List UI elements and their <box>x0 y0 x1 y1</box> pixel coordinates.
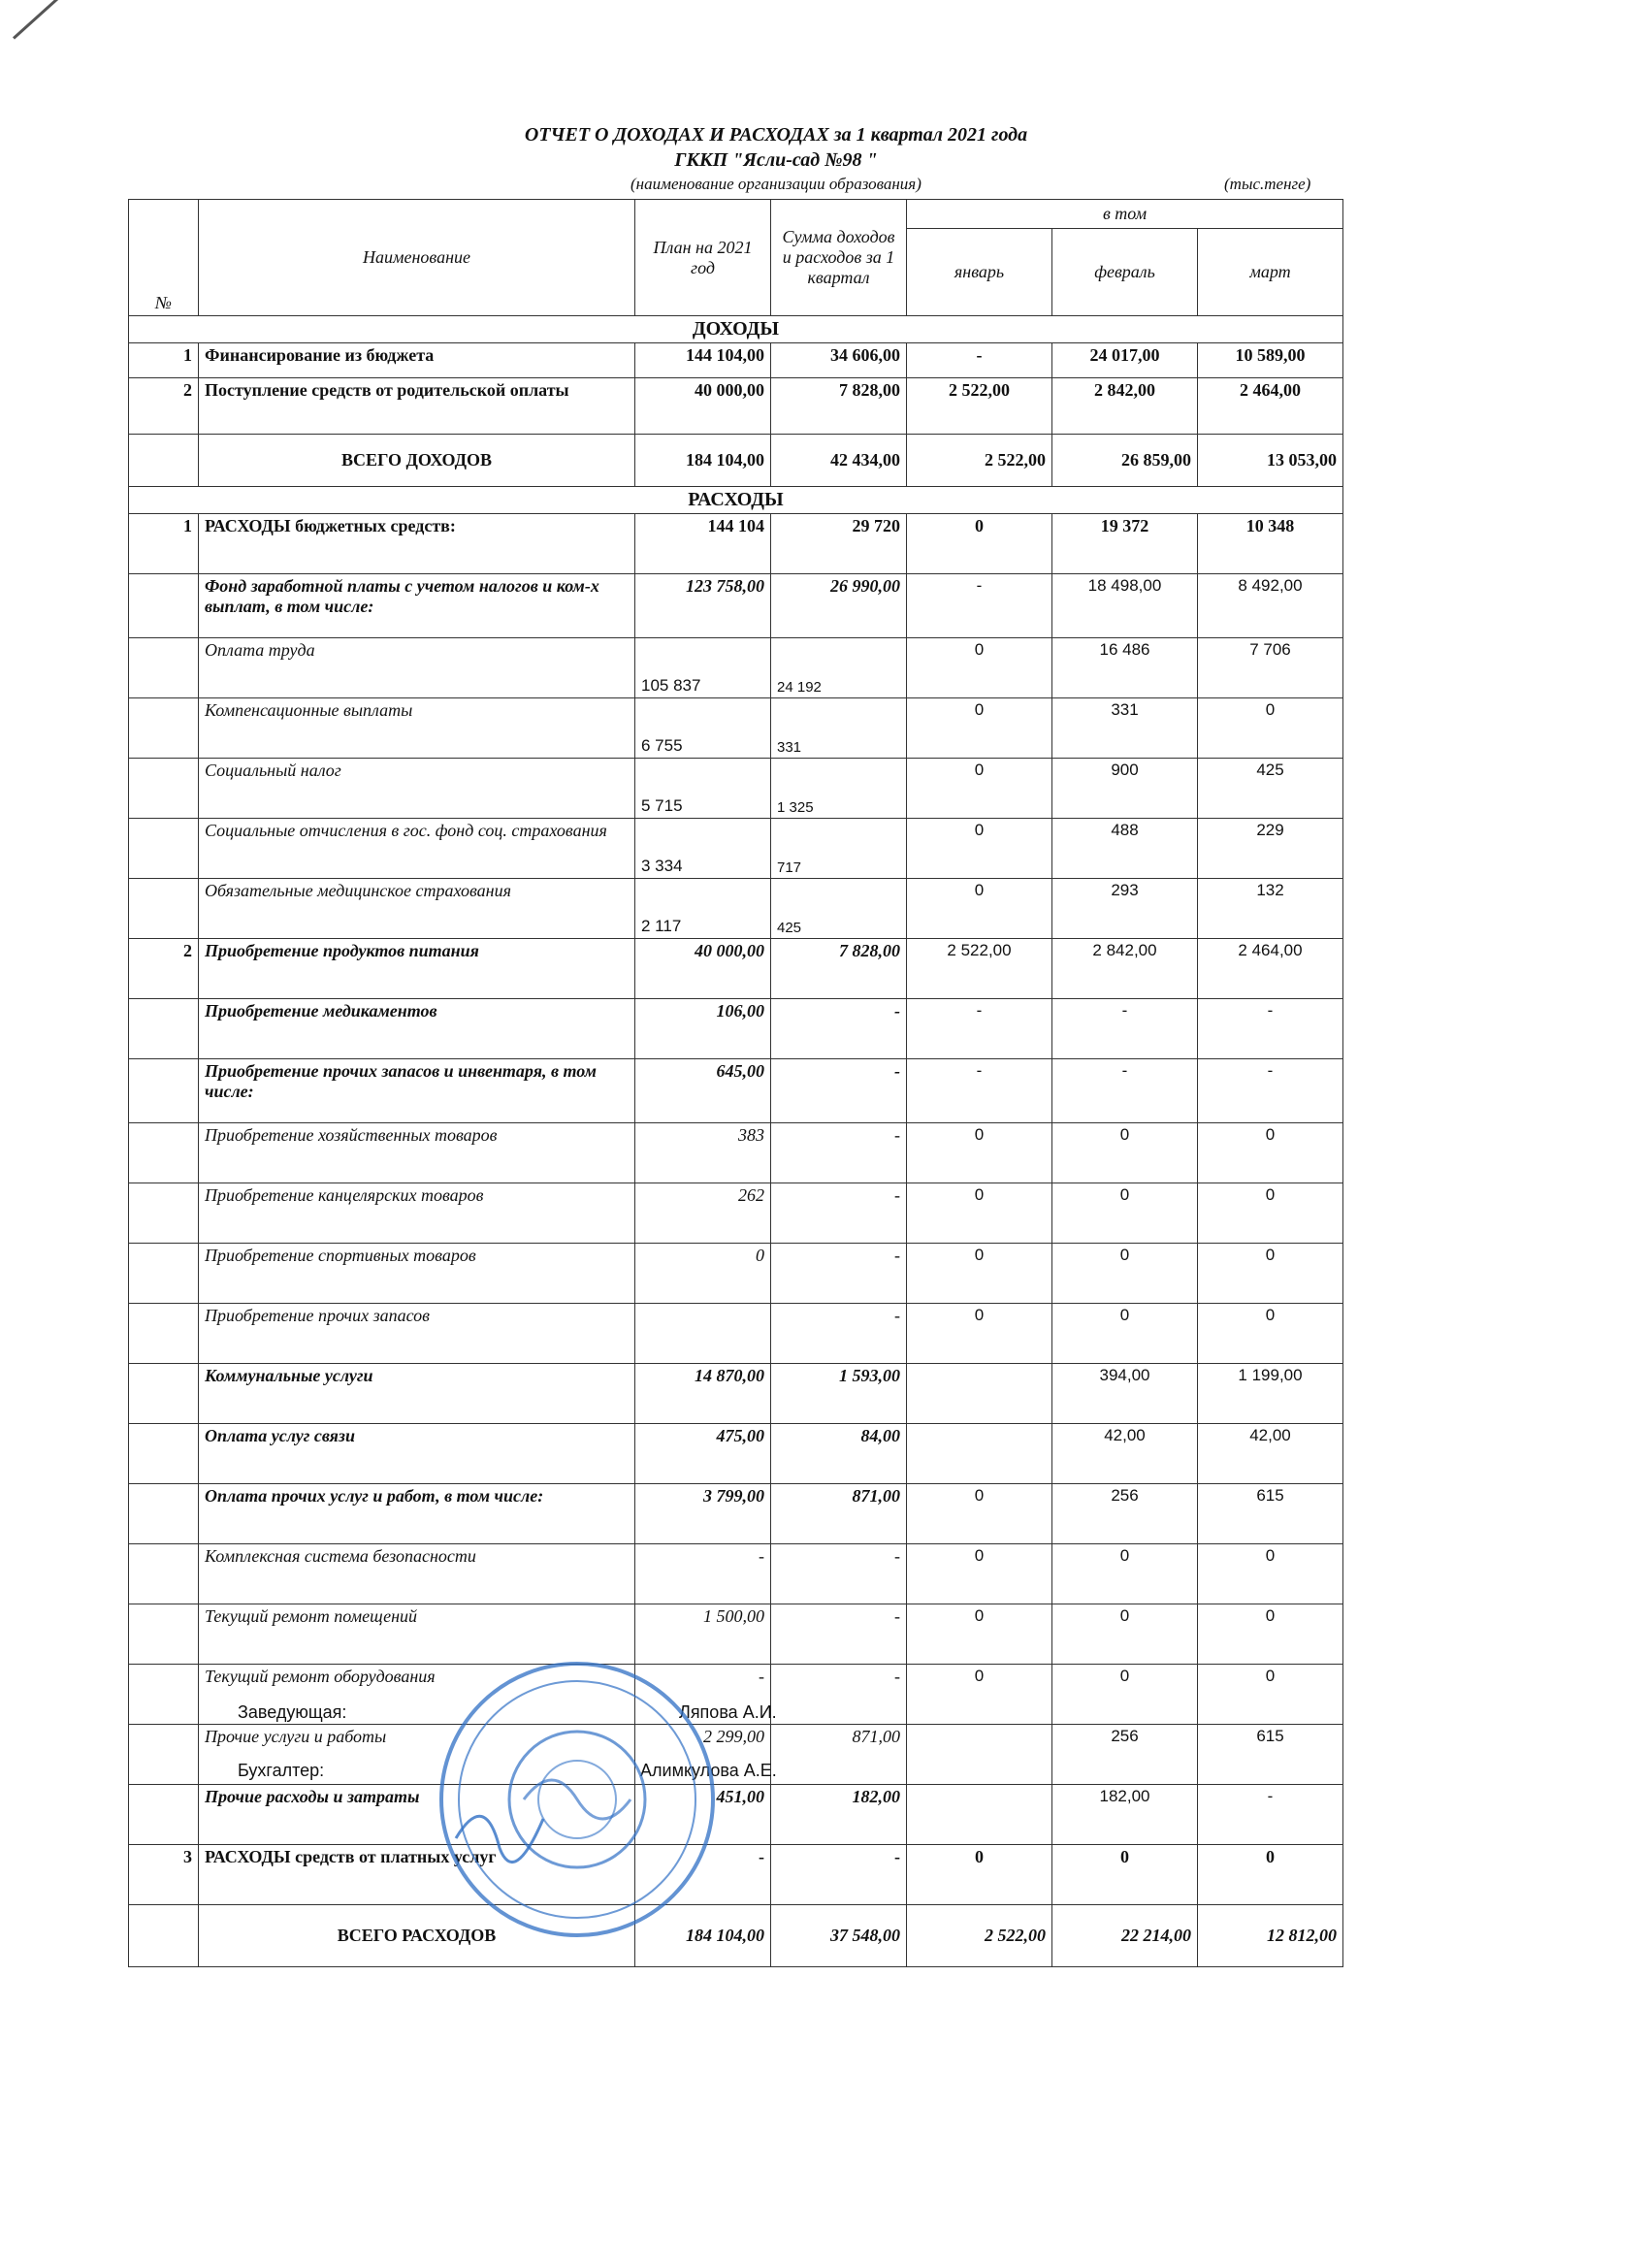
expense-row-mar: 0 <box>1198 1604 1343 1665</box>
expense-row-feb: 0 <box>1052 1244 1198 1304</box>
expense-row-mar: 0 <box>1198 1183 1343 1244</box>
expense-row-sum: - <box>771 1544 907 1604</box>
income-row-num: 2 <box>129 378 199 435</box>
expense-row-name: Оплата прочих услуг и работ, в том числе: <box>199 1484 635 1544</box>
expense-row-jan: 0 <box>907 1244 1052 1304</box>
expense-row-feb: 331 <box>1052 698 1198 759</box>
expense-row-name: Приобретение прочих запасов <box>199 1304 635 1364</box>
header-name: Наименование <box>199 200 635 316</box>
expense-row-mar: 229 <box>1198 819 1343 879</box>
expense-row-jan: - <box>907 1059 1052 1123</box>
table-row <box>129 698 1343 759</box>
expense-row-jan: 0 <box>907 1604 1052 1665</box>
expense-row-feb: 0 <box>1052 1304 1198 1364</box>
expense-row-sum: 717 <box>771 819 907 879</box>
expense-row-feb: 0 <box>1052 1845 1198 1905</box>
income-total-row <box>129 435 1343 487</box>
expense-row-mar: 10 348 <box>1198 514 1343 574</box>
table-row <box>129 343 1343 378</box>
expense-row-name: РАСХОДЫ бюджетных средств: <box>199 514 635 574</box>
table-row <box>129 574 1343 638</box>
expense-row-num <box>129 1785 199 1845</box>
expense-row-num: 3 <box>129 1845 199 1905</box>
table-row <box>129 514 1343 574</box>
expense-row-mar: - <box>1198 1785 1343 1845</box>
income-total-mar: 13 053,00 <box>1198 435 1343 487</box>
expense-row-name: Фонд заработной платы с учетом налогов и ком-х выплат, в том числе: <box>199 574 635 638</box>
expense-row-jan: 0 <box>907 879 1052 939</box>
expense-row-num <box>129 1484 199 1544</box>
expense-row-plan: 6 755 <box>635 698 771 759</box>
table-row <box>129 1123 1343 1183</box>
expense-row-name: Оплата услуг связи <box>199 1424 635 1484</box>
expense-row-plan: 105 837 <box>635 638 771 698</box>
expense-row-feb: 0 <box>1052 1123 1198 1183</box>
expense-row-jan: - <box>907 574 1052 638</box>
table-row <box>129 1604 1343 1665</box>
expense-row-jan: 0 <box>907 1123 1052 1183</box>
expense-row-num <box>129 1304 199 1364</box>
expense-row-num <box>129 1059 199 1123</box>
expense-row-feb: 0 <box>1052 1183 1198 1244</box>
expense-row-plan: 123 758,00 <box>635 574 771 638</box>
expense-row-feb: 42,00 <box>1052 1424 1198 1484</box>
expense-row-sum: - <box>771 1845 907 1905</box>
header-num: № <box>129 200 199 316</box>
expense-row-plan: 5 715 <box>635 759 771 819</box>
expense-row-plan: 475,00 <box>635 1424 771 1484</box>
table-row <box>129 378 1343 435</box>
expense-row-mar: 1 199,00 <box>1198 1364 1343 1424</box>
expense-row-jan: 0 <box>907 1304 1052 1364</box>
expense-row-name: Прочие расходы и затраты <box>199 1785 635 1845</box>
expense-row-plan <box>635 1304 771 1364</box>
expense-row-plan: 262 <box>635 1183 771 1244</box>
table-row <box>129 1304 1343 1364</box>
table-row <box>129 1484 1343 1544</box>
expense-row-mar: 8 492,00 <box>1198 574 1343 638</box>
expense-row-sum: - <box>771 1665 907 1725</box>
income-row-mar: 10 589,00 <box>1198 343 1343 378</box>
expense-row-feb: 0 <box>1052 1665 1198 1725</box>
income-section-title: ДОХОДЫ <box>129 316 1343 343</box>
expense-row-name: Компенсационные выплаты <box>199 698 635 759</box>
income-row-mar: 2 464,00 <box>1198 378 1343 435</box>
expense-row-sum: 29 720 <box>771 514 907 574</box>
expense-total-sum: 37 548,00 <box>771 1905 907 1967</box>
expense-row-mar: 0 <box>1198 1845 1343 1905</box>
expense-total-label: ВСЕГО РАСХОДОВ <box>199 1905 635 1967</box>
expense-row-num <box>129 574 199 638</box>
expense-row-name: Обязательные медицинское страхования <box>199 879 635 939</box>
expense-row-feb: 394,00 <box>1052 1364 1198 1424</box>
expense-row-num <box>129 1604 199 1665</box>
expense-row-num <box>129 1424 199 1484</box>
expense-row-mar: 425 <box>1198 759 1343 819</box>
expense-row-num <box>129 999 199 1059</box>
table-row <box>129 638 1343 698</box>
income-row-num: 1 <box>129 343 199 378</box>
expense-row-plan: 106,00 <box>635 999 771 1059</box>
income-total-plan: 184 104,00 <box>635 435 771 487</box>
expense-row-feb: 256 <box>1052 1484 1198 1544</box>
expense-row-sum: 331 <box>771 698 907 759</box>
expense-row-jan: 0 <box>907 514 1052 574</box>
expense-row-plan: 645,00 <box>635 1059 771 1123</box>
expense-row-num <box>129 759 199 819</box>
expense-row-sum: 24 192 <box>771 638 907 698</box>
table-row <box>129 1424 1343 1484</box>
expense-row-mar: 2 464,00 <box>1198 939 1343 999</box>
header-march: март <box>1198 229 1343 316</box>
income-total-blank <box>129 435 199 487</box>
expense-row-name: Оплата труда <box>199 638 635 698</box>
income-total-sum: 42 434,00 <box>771 435 907 487</box>
expense-row-jan: 0 <box>907 1665 1052 1725</box>
expense-row-jan <box>907 1424 1052 1484</box>
expense-row-jan: - <box>907 999 1052 1059</box>
expense-total-jan: 2 522,00 <box>907 1905 1052 1967</box>
expense-row-plan: 14 870,00 <box>635 1364 771 1424</box>
expense-row-feb: - <box>1052 999 1198 1059</box>
income-total-jan: 2 522,00 <box>907 435 1052 487</box>
table-row <box>129 1059 1343 1123</box>
expense-total-mar: 12 812,00 <box>1198 1905 1343 1967</box>
expense-row-jan: 0 <box>907 819 1052 879</box>
expense-row-plan: 3 334 <box>635 819 771 879</box>
expense-row-mar: - <box>1198 1059 1343 1123</box>
expense-row-jan <box>907 1785 1052 1845</box>
table-row <box>129 939 1343 999</box>
expense-row-plan: 2 117 <box>635 879 771 939</box>
income-total-feb: 26 859,00 <box>1052 435 1198 487</box>
expense-total-plan: 184 104,00 <box>635 1905 771 1967</box>
expense-row-num <box>129 879 199 939</box>
expense-row-jan: 0 <box>907 1484 1052 1544</box>
expense-row-jan: 0 <box>907 1544 1052 1604</box>
expense-row-num <box>129 638 199 698</box>
expense-row-mar: 0 <box>1198 1544 1343 1604</box>
expense-row-plan: 40 000,00 <box>635 939 771 999</box>
expense-row-name: Приобретение медикаментов <box>199 999 635 1059</box>
header-sum: Сумма доходов и расходов за 1 квартал <box>771 200 907 316</box>
expense-row-feb: 0 <box>1052 1544 1198 1604</box>
expense-row-plan: - <box>635 1544 771 1604</box>
expense-row-sum: 26 990,00 <box>771 574 907 638</box>
expense-row-num: 1 <box>129 514 199 574</box>
income-row-sum: 7 828,00 <box>771 378 907 435</box>
expense-row-feb: 18 498,00 <box>1052 574 1198 638</box>
expense-row-feb: 16 486 <box>1052 638 1198 698</box>
expense-row-num <box>129 1544 199 1604</box>
expense-row-feb: 182,00 <box>1052 1785 1198 1845</box>
expense-row-name: Социальные отчисления в гос. фонд соц. страхования <box>199 819 635 879</box>
expense-row-jan: 2 522,00 <box>907 939 1052 999</box>
unit-label: (тыс.тенге) <box>1224 175 1311 193</box>
expense-row-plan: 451,00 <box>635 1785 771 1845</box>
expense-row-mar: 132 <box>1198 879 1343 939</box>
expense-row-jan: 0 <box>907 698 1052 759</box>
expense-row-num <box>129 1123 199 1183</box>
expense-row-name: Приобретение прочих запасов и инвентаря, в том числе: <box>199 1059 635 1123</box>
expense-row-plan: - <box>635 1665 771 1725</box>
income-row-name: Финансирование из бюджета <box>199 343 635 378</box>
expense-row-name: Приобретение хозяйственных товаров <box>199 1123 635 1183</box>
expense-row-name: Приобретение канцелярских товаров <box>199 1183 635 1244</box>
expense-row-plan: 0 <box>635 1244 771 1304</box>
header-plan: План на 2021 год <box>635 200 771 316</box>
expense-row-name: Коммунальные услуги <box>199 1364 635 1424</box>
expense-row-sum: 871,00 <box>771 1484 907 1544</box>
income-row-sum: 34 606,00 <box>771 343 907 378</box>
header-february: февраль <box>1052 229 1198 316</box>
table-row <box>129 819 1343 879</box>
expense-row-num <box>129 1364 199 1424</box>
expense-row-mar: - <box>1198 999 1343 1059</box>
income-row-name: Поступление средств от родительской оплаты <box>199 378 635 435</box>
expense-row-plan: 1 500,00 <box>635 1604 771 1665</box>
pen-mark <box>13 0 65 40</box>
header-january: январь <box>907 229 1052 316</box>
expense-row-sum: 1 325 <box>771 759 907 819</box>
expense-row-feb: 900 <box>1052 759 1198 819</box>
expense-row-jan: 0 <box>907 1183 1052 1244</box>
expense-row-mar: 42,00 <box>1198 1424 1343 1484</box>
income-row-jan: 2 522,00 <box>907 378 1052 435</box>
expense-row-sum: - <box>771 1244 907 1304</box>
table-row <box>129 1544 1343 1604</box>
expense-row-sum: - <box>771 1183 907 1244</box>
expense-row-name: Комплексная система безопасности <box>199 1544 635 1604</box>
header-including: в том <box>907 200 1343 229</box>
expenses-section-title: РАСХОДЫ <box>129 487 1343 514</box>
expense-row-name: Текущий ремонт помещений <box>199 1604 635 1665</box>
expense-row-mar: 0 <box>1198 1304 1343 1364</box>
expense-total-blank <box>129 1905 199 1967</box>
organization-caption: (наименование организации образования) <box>630 175 922 193</box>
expense-row-feb: 19 372 <box>1052 514 1198 574</box>
expense-row-num: 2 <box>129 939 199 999</box>
expense-row-mar: 0 <box>1198 1123 1343 1183</box>
expense-row-name: Текущий ремонт оборудования <box>199 1665 635 1725</box>
expense-row-sum: 871,00 <box>771 1725 907 1785</box>
expense-row-mar: 0 <box>1198 1244 1343 1304</box>
expense-row-mar: 615 <box>1198 1484 1343 1544</box>
report-title: ОТЧЕТ О ДОХОДАХ И РАСХОДАХ за 1 квартал 2021 года <box>524 124 1028 146</box>
official-stamp <box>427 1654 728 1945</box>
head-signature-label: Заведующая: <box>238 1702 347 1722</box>
expense-row-plan: 383 <box>635 1123 771 1183</box>
expense-row-feb: - <box>1052 1059 1198 1123</box>
accountant-signature-label: Бухгалтер: <box>238 1761 325 1780</box>
table-row <box>129 999 1343 1059</box>
table-row <box>129 1244 1343 1304</box>
expense-row-feb: 256 <box>1052 1725 1198 1785</box>
expense-row-num <box>129 1665 199 1725</box>
expense-row-plan: 2 299,00 <box>635 1725 771 1785</box>
income-row-feb: 2 842,00 <box>1052 378 1198 435</box>
table-row <box>129 879 1343 939</box>
expense-row-feb: 0 <box>1052 1604 1198 1665</box>
expense-row-mar: 615 <box>1198 1725 1343 1785</box>
expense-row-feb: 488 <box>1052 819 1198 879</box>
expense-row-jan <box>907 1364 1052 1424</box>
expense-row-num <box>129 819 199 879</box>
expense-row-sum: - <box>771 1123 907 1183</box>
income-total-label: ВСЕГО ДОХОДОВ <box>199 435 635 487</box>
expense-total-feb: 22 214,00 <box>1052 1905 1198 1967</box>
expense-row-sum: - <box>771 1304 907 1364</box>
expense-row-name: Социальный налог <box>199 759 635 819</box>
expense-row-plan: - <box>635 1845 771 1905</box>
expense-row-feb: 2 842,00 <box>1052 939 1198 999</box>
expense-row-num <box>129 1244 199 1304</box>
expense-row-name: РАСХОДЫ средств от платных услуг <box>199 1845 635 1905</box>
expense-row-feb: 293 <box>1052 879 1198 939</box>
expense-row-jan: 0 <box>907 638 1052 698</box>
expense-row-sum: - <box>771 1604 907 1665</box>
expense-row-sum: 182,00 <box>771 1785 907 1845</box>
table-row <box>129 1845 1343 1905</box>
expense-row-sum: 7 828,00 <box>771 939 907 999</box>
expense-total-row <box>129 1905 1343 1967</box>
income-row-plan: 144 104,00 <box>635 343 771 378</box>
table-row <box>129 1785 1343 1845</box>
expense-row-num <box>129 1183 199 1244</box>
expense-row-sum: 84,00 <box>771 1424 907 1484</box>
expense-row-sum: 1 593,00 <box>771 1364 907 1424</box>
income-row-plan: 40 000,00 <box>635 378 771 435</box>
expense-row-plan: 3 799,00 <box>635 1484 771 1544</box>
expense-row-sum: - <box>771 999 907 1059</box>
expense-row-jan: 0 <box>907 1845 1052 1905</box>
expense-row-mar: 0 <box>1198 1665 1343 1725</box>
table-row <box>129 1364 1343 1424</box>
expense-row-sum: 425 <box>771 879 907 939</box>
expense-row-num <box>129 698 199 759</box>
table-row <box>129 1183 1343 1244</box>
expense-row-sum: - <box>771 1059 907 1123</box>
income-row-jan: - <box>907 343 1052 378</box>
expense-row-name: Прочие услуги и работы <box>199 1725 635 1785</box>
head-signature-name: Ляпова А.И. <box>679 1702 777 1722</box>
expense-row-mar: 0 <box>1198 698 1343 759</box>
table-row <box>129 759 1343 819</box>
income-row-feb: 24 017,00 <box>1052 343 1198 378</box>
accountant-signature-name: Алимкулова А.Е. <box>640 1761 777 1780</box>
expense-row-mar: 7 706 <box>1198 638 1343 698</box>
expense-row-jan: 0 <box>907 759 1052 819</box>
expense-row-name: Приобретение продуктов питания <box>199 939 635 999</box>
expense-row-name: Приобретение спортивных товаров <box>199 1244 635 1304</box>
expense-row-jan <box>907 1725 1052 1785</box>
organization-name: ГККП "Ясли-сад №98 " <box>674 149 878 171</box>
expense-row-plan: 144 104 <box>635 514 771 574</box>
expense-row-num <box>129 1725 199 1785</box>
